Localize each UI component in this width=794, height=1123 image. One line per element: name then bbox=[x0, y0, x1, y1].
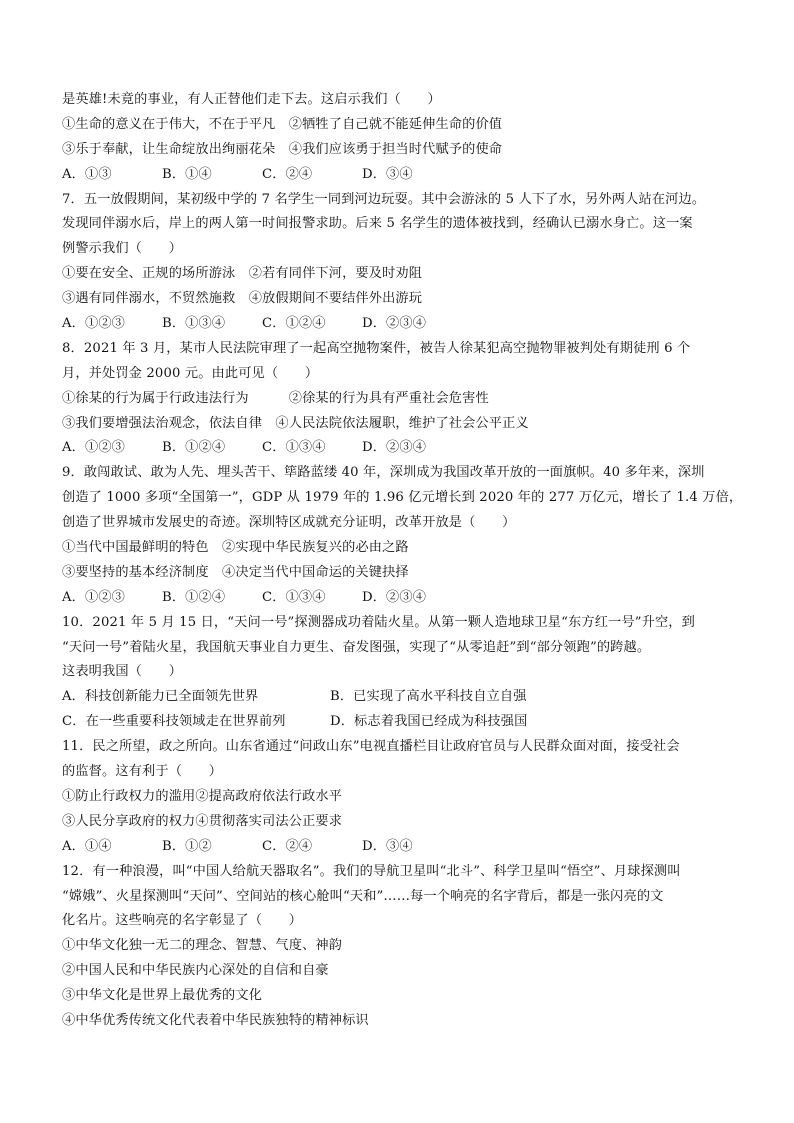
question-stem: 发现同伴溺水后，岸上的两人第一时间报警求助。后来 5 名学生的遗体被找到，经确认已溺水身亡。这一案 bbox=[62, 216, 693, 232]
statement-line: ③我们要增强法治观念，依法自律 ④人民法院依法履职，维护了社会公平正义 bbox=[62, 415, 529, 431]
option-a: A．①③ bbox=[62, 166, 112, 182]
question-stem: 9．敢闯敢试、敢为人先、埋头苦干、筚路蓝缕 40 年，深圳成为我国改革开放的一面旗帜。40 多年来，深圳 bbox=[62, 465, 705, 481]
question-stem: “嫦娥”、火星探测叫“天问”、空间站的核心舱叫“天和”……每一个响亮的名字背后，都是一张闪亮的文 bbox=[62, 888, 664, 904]
question-11 bbox=[62, 735, 742, 859]
option-c: C．①③④ bbox=[262, 589, 326, 605]
question-7 bbox=[62, 188, 742, 337]
answer-options bbox=[62, 685, 742, 710]
option-a: A．①②③ bbox=[62, 316, 126, 332]
option-a: A．①④ bbox=[62, 838, 112, 854]
statement-line: ③中华文化是世界上最优秀的文化 bbox=[62, 988, 263, 1004]
question-12 bbox=[62, 860, 742, 1034]
statement-line: ①防止行政权力的滥用②提高政府依法行政水平 bbox=[62, 788, 343, 804]
option-b: B．①②④ bbox=[162, 440, 226, 456]
option-c: C．①②④ bbox=[262, 316, 326, 332]
question-9 bbox=[62, 461, 742, 610]
option-b: B．已实现了高水平科技自立自强 bbox=[330, 689, 527, 705]
question-stem: 12．有一种浪漫，叫“中国人给航天器取名”。我们的导航卫星叫“北斗”、科学卫星叫“悟空”、月球探测叫 bbox=[62, 863, 681, 879]
option-d: D．②③④ bbox=[362, 440, 427, 456]
option-d: D．②③④ bbox=[362, 316, 427, 332]
question-stem: 的监督。这有利于（ ） bbox=[62, 764, 223, 780]
question-stem: 是英雄!未竟的事业，有人正替他们走下去。这启示我们（ ） bbox=[62, 92, 441, 107]
statement-line: ②中国人民和中华民族内心深处的自信和自豪 bbox=[62, 963, 329, 979]
question-stem: 例警示我们（ ） bbox=[62, 241, 183, 257]
option-a: A．①②③ bbox=[62, 589, 126, 605]
question-stem: 8．2021 年 3 月，某市人民法院审理了一起高空抛物案件，被告人徐某犯高空抛物罪被判处有期徒刑 6 个 bbox=[62, 340, 691, 356]
statement-line: ①要在安全、正规的场所游泳 ②若有同伴下河，要及时劝阻 bbox=[62, 266, 423, 282]
option-b: B．①②④ bbox=[162, 589, 226, 605]
question-stem: 月，并处罚金 2000 元。由此可见（ ） bbox=[62, 365, 319, 381]
question-stem: 化名片。这些响亮的名字彰显了（ ） bbox=[62, 913, 303, 929]
option-a: A．科技创新能力已全面领先世界 bbox=[62, 689, 259, 705]
question-6 bbox=[62, 88, 742, 188]
statement-line: ③要坚持的基本经济制度 ④决定当代中国命运的关键抉择 bbox=[62, 564, 409, 580]
question-8 bbox=[62, 337, 742, 461]
option-d: D．②③④ bbox=[362, 589, 427, 605]
option-c: C．①③④ bbox=[262, 440, 326, 456]
exam-page bbox=[62, 88, 742, 1034]
answer-options bbox=[62, 312, 742, 337]
statement-line: ③遇有同伴溺水，不贸然施救 ④放假期间不要结伴外出游玩 bbox=[62, 291, 423, 307]
question-stem: 这表明我国（ ） bbox=[62, 664, 183, 680]
answer-options bbox=[62, 586, 742, 611]
answer-options bbox=[62, 436, 742, 461]
question-stem: 创造了世界城市发展史的奇迹。深圳特区成就充分证明，改革开放是（ ） bbox=[62, 515, 516, 531]
statement-line: ①生命的意义在于伟大，不在于平凡 ②牺牲了自己就不能延伸生命的价值 bbox=[62, 116, 503, 132]
option-b: B．①② bbox=[162, 838, 212, 854]
statement-line: ③乐于奉献，让生命绽放出绚丽花朵 ④我们应该勇于担当时代赋予的使命 bbox=[62, 141, 503, 157]
statement-line: ③人民分享政府的权力④贯彻落实司法公正要求 bbox=[62, 813, 343, 829]
option-c: C．②④ bbox=[262, 838, 313, 854]
statement-line: ①中华文化独一无二的理念、智慧、气度、神韵 bbox=[62, 938, 343, 954]
statement-line: ①徐某的行为属于行政违法行为 ②徐某的行为具有严重社会危害性 bbox=[62, 390, 489, 406]
option-a: A．①②③ bbox=[62, 440, 126, 456]
option-b: B．①④ bbox=[162, 166, 212, 182]
question-10 bbox=[62, 611, 742, 735]
question-stem: 11．民之所望，政之所向。山东省通过“问政山东”电视直播栏目让政府官员与人民群众面对面，接受社会 bbox=[62, 739, 680, 755]
option-d: D．③④ bbox=[362, 838, 413, 854]
question-stem: “天问一号”着陆火星，我国航天事业自力更生、奋发图强，实现了“从零追赶”到“部分领跑”的跨越。 bbox=[62, 639, 651, 655]
option-d: D．③④ bbox=[362, 166, 413, 182]
question-stem: 创造了 1000 多项“全国第一”，GDP 从 1979 年的 1.96 亿元增长到 2020 年的 277 万亿元，增长了 1.4 万倍， bbox=[62, 490, 743, 506]
question-stem: 10．2021 年 5 月 15 日，“天问一号”探测器成功着陆火星。从第一颗人造地球卫星“东方红一号”升空，到 bbox=[62, 614, 695, 630]
statement-line: ④中华优秀传统文化代表着中华民族独特的精神标识 bbox=[62, 1012, 369, 1028]
answer-options bbox=[62, 710, 742, 735]
answer-options bbox=[62, 163, 742, 188]
answer-options bbox=[62, 835, 742, 860]
option-c: C．②④ bbox=[262, 166, 313, 182]
question-stem: 7．五一放假期间，某初级中学的 7 名学生一同到河边玩耍。其中会游泳的 5 人下了水，另外两人站在河边。 bbox=[62, 191, 706, 207]
option-d: D．标志着我国已经成为科技强国 bbox=[330, 714, 528, 730]
option-c: C．在一些重要科技领域走在世界前列 bbox=[62, 714, 286, 730]
statement-line: ①当代中国最鲜明的特色 ②实现中华民族复兴的必由之路 bbox=[62, 540, 409, 556]
option-b: B．①③④ bbox=[162, 316, 226, 332]
